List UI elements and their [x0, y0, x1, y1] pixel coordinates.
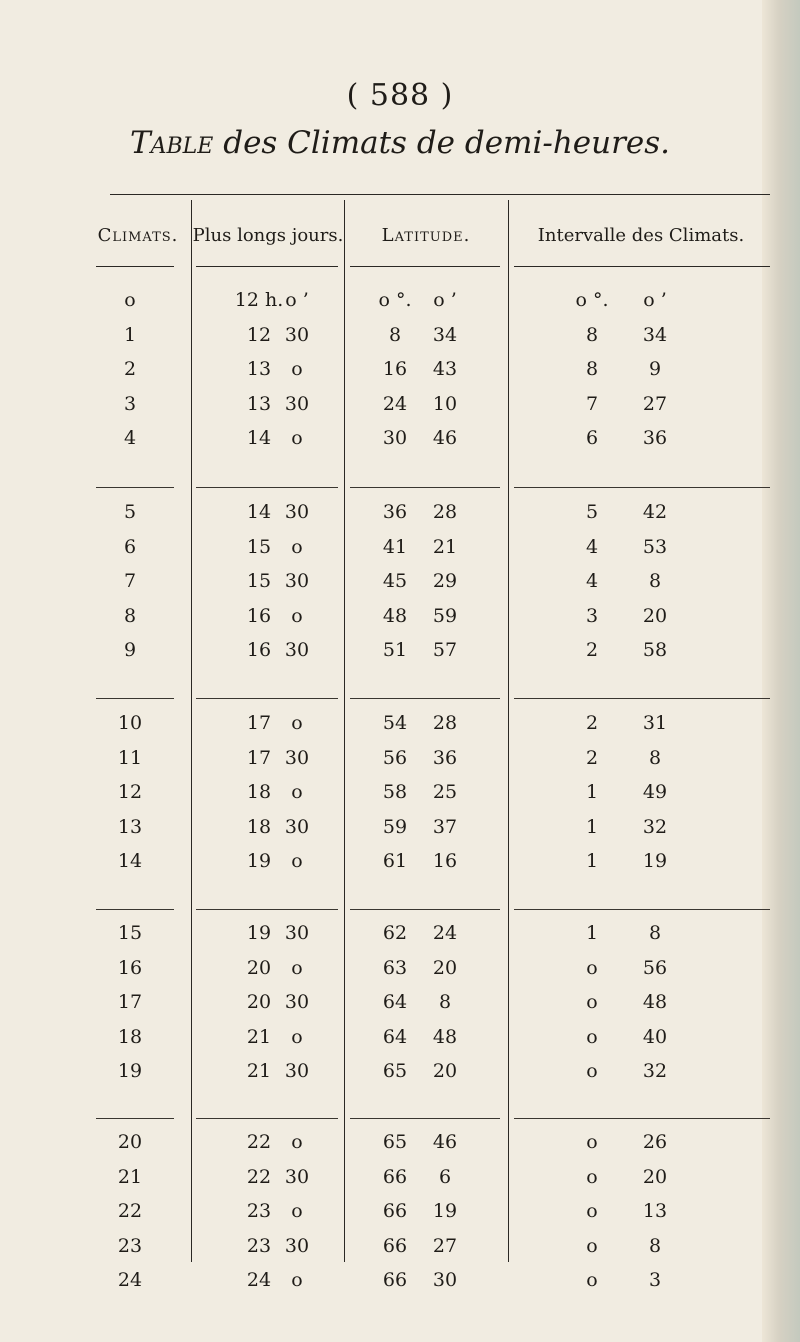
latitude-minutes: 36 [432, 746, 458, 769]
jours-heures: 14 [246, 501, 272, 523]
jours-heures: 13 [246, 392, 272, 415]
intervalle-degres: o [586, 956, 598, 979]
intervalle-degres: 8 [585, 323, 599, 346]
group-rule [350, 487, 500, 488]
latitude-degres: 36 [382, 501, 408, 523]
latitude-minutes: 43 [432, 358, 458, 380]
intervalle-minutes: 48 [642, 991, 668, 1013]
jours-heures: 15 [246, 570, 272, 592]
jours-minutes: 30 [284, 639, 310, 661]
latitude-degres: 56 [382, 746, 408, 769]
climat-number: 19 [117, 1060, 143, 1082]
jours-heures: 16 [246, 639, 272, 661]
header-rule-2 [196, 266, 338, 267]
intervalle-degres: 1 [585, 815, 599, 838]
latitude-degres: 24 [382, 392, 408, 415]
jours-minutes: o [291, 956, 303, 979]
intervalle-degres: o [586, 1269, 598, 1291]
latitude-minutes: 27 [432, 1234, 458, 1257]
jours-heures: 19 [246, 850, 272, 872]
intervalle-minutes: 58 [642, 639, 668, 661]
column-divider-1 [191, 200, 192, 1262]
climat-number: 2 [123, 358, 137, 380]
latitude-degres: 66 [382, 1200, 408, 1222]
latitude-minutes: 46 [432, 427, 458, 449]
jours-heures: 21 [246, 1060, 272, 1082]
latitude-minutes: 28 [432, 712, 458, 734]
jours-heures: 17 [246, 712, 272, 734]
jours-minutes: o [291, 604, 303, 627]
latitude-degres: 66 [382, 1165, 408, 1188]
intervalle-degres: o [586, 1025, 598, 1048]
group-rule [96, 487, 174, 488]
jours-minutes: 30 [284, 501, 310, 523]
latitude-degres: 58 [382, 781, 408, 803]
jours-heures: 18 [246, 815, 272, 838]
latitude-minutes: 30 [432, 1269, 458, 1291]
jours-heures: 12 h. [234, 289, 284, 311]
latitude-minutes: 25 [432, 781, 458, 803]
climat-number: o [124, 289, 136, 311]
header-latitude: Latitude. [381, 225, 471, 246]
latitude-minutes: 8 [438, 991, 452, 1013]
jours-heures: 22 [246, 1131, 272, 1153]
intervalle-degres: 1 [585, 781, 599, 803]
jours-heures: 12 [246, 323, 272, 346]
intervalle-degres: o [586, 1200, 598, 1222]
intervalle-minutes: 34 [642, 323, 668, 346]
intervalle-degres: 2 [585, 746, 599, 769]
climat-number: 9 [123, 639, 137, 661]
intervalle-degres: 3 [585, 604, 599, 627]
latitude-minutes: 34 [432, 323, 458, 346]
latitude-degres: 66 [382, 1269, 408, 1291]
latitude-minutes: 21 [432, 535, 458, 558]
climat-number: 18 [117, 1025, 143, 1048]
jours-minutes: 30 [284, 323, 310, 346]
intervalle-degres: o [586, 1131, 598, 1153]
intervalle-minutes: 56 [642, 956, 668, 979]
header-jours: Plus longs jours. [192, 225, 344, 246]
jours-minutes: 30 [284, 815, 310, 838]
climat-number: 13 [117, 815, 143, 838]
group-rule [514, 909, 770, 910]
climat-number: 15 [117, 922, 143, 944]
header-rule-3 [350, 266, 500, 267]
intervalle-degres: 1 [585, 922, 599, 944]
latitude-degres: 16 [382, 358, 408, 380]
title-rest: des Climats de demi-heures. [223, 125, 671, 161]
intervalle-minutes: 8 [648, 746, 662, 769]
intervalle-minutes: 9 [648, 358, 662, 380]
intervalle-minutes: 32 [642, 815, 668, 838]
latitude-minutes: 29 [432, 570, 458, 592]
intervalle-degres: o °. [575, 289, 609, 311]
jours-minutes: o [291, 850, 303, 872]
latitude-minutes: 28 [432, 501, 458, 523]
latitude-minutes: 57 [432, 639, 458, 661]
latitude-degres: 41 [382, 535, 408, 558]
latitude-minutes: 37 [432, 815, 458, 838]
jours-heures: 23 [246, 1200, 272, 1222]
latitude-minutes: 16 [432, 850, 458, 872]
climat-number: 16 [117, 956, 143, 979]
jours-minutes: 30 [284, 1060, 310, 1082]
jours-minutes: o ’ [285, 289, 309, 311]
jours-heures: 15 [246, 535, 272, 558]
jours-minutes: o [291, 1269, 303, 1291]
header-intervalle: Intervalle des Climats. [537, 225, 745, 246]
latitude-degres: 48 [382, 604, 408, 627]
intervalle-minutes: 27 [642, 392, 668, 415]
table-header [0, 225, 800, 259]
intervalle-minutes: 8 [648, 1234, 662, 1257]
intervalle-minutes: 13 [642, 1200, 668, 1222]
latitude-minutes: 48 [432, 1025, 458, 1048]
latitude-degres: 61 [382, 850, 408, 872]
intervalle-degres: 4 [585, 535, 599, 558]
intervalle-minutes: 31 [642, 712, 668, 734]
climat-number: 3 [123, 392, 137, 415]
climat-number: 21 [117, 1165, 143, 1188]
jours-minutes: o [291, 712, 303, 734]
group-rule [514, 698, 770, 699]
jours-heures: 16 [246, 604, 272, 627]
intervalle-minutes: 49 [642, 781, 668, 803]
column-divider-2 [344, 200, 345, 1262]
jours-heures: 21 [246, 1025, 272, 1048]
latitude-degres: 63 [382, 956, 408, 979]
intervalle-degres: o [586, 1060, 598, 1082]
page-title [0, 125, 800, 161]
jours-minutes: o [291, 1200, 303, 1222]
climat-number: 17 [117, 991, 143, 1013]
jours-heures: 13 [246, 358, 272, 380]
intervalle-degres: o [586, 1234, 598, 1257]
jours-minutes: 30 [284, 746, 310, 769]
group-rule [350, 1118, 500, 1119]
latitude-degres: 62 [382, 922, 408, 944]
climat-number: 6 [123, 535, 137, 558]
intervalle-degres: 1 [585, 850, 599, 872]
jours-heures: 23 [246, 1234, 272, 1257]
group-rule [196, 487, 338, 488]
latitude-degres: 65 [382, 1060, 408, 1082]
latitude-degres: 51 [382, 639, 408, 661]
climat-number: 8 [123, 604, 137, 627]
intervalle-degres: 5 [585, 501, 599, 523]
title-prefix: Table [129, 125, 214, 161]
jours-minutes: o [291, 427, 303, 449]
group-rule [350, 698, 500, 699]
latitude-degres: o °. [378, 289, 412, 311]
latitude-degres: 64 [382, 1025, 408, 1048]
jours-minutes: 30 [284, 991, 310, 1013]
intervalle-degres: o [586, 1165, 598, 1188]
climat-number: 24 [117, 1269, 143, 1291]
group-rule [96, 1118, 174, 1119]
intervalle-degres: o [586, 991, 598, 1013]
jours-heures: 17 [246, 746, 272, 769]
latitude-degres: 30 [382, 427, 408, 449]
group-rule [96, 909, 174, 910]
group-rule [350, 909, 500, 910]
latitude-degres: 65 [382, 1131, 408, 1153]
jours-minutes: o [291, 1131, 303, 1153]
latitude-minutes: 59 [432, 604, 458, 627]
latitude-degres: 8 [388, 323, 402, 346]
latitude-minutes: o ’ [433, 289, 457, 311]
group-rule [196, 1118, 338, 1119]
climat-number: 10 [117, 712, 143, 734]
intervalle-degres: 7 [585, 392, 599, 415]
page-number: ( 588 ) [346, 78, 454, 113]
latitude-minutes: 24 [432, 922, 458, 944]
jours-heures: 24 [246, 1269, 272, 1291]
header-climats: Climats. [97, 225, 179, 246]
jours-heures: 18 [246, 781, 272, 803]
climat-number: 22 [117, 1200, 143, 1222]
intervalle-minutes: 32 [642, 1060, 668, 1082]
jours-minutes: o [291, 1025, 303, 1048]
group-rule [196, 909, 338, 910]
jours-minutes: 30 [284, 392, 310, 415]
jours-heures: 20 [246, 956, 272, 979]
intervalle-minutes: 8 [648, 570, 662, 592]
group-rule [196, 698, 338, 699]
group-rule [514, 487, 770, 488]
intervalle-minutes: 3 [648, 1269, 662, 1291]
jours-minutes: 30 [284, 570, 310, 592]
intervalle-degres: 4 [585, 570, 599, 592]
intervalle-degres: 2 [585, 639, 599, 661]
intervalle-minutes: 40 [642, 1025, 668, 1048]
latitude-degres: 59 [382, 815, 408, 838]
latitude-minutes: 10 [432, 392, 458, 415]
climat-number: 14 [117, 850, 143, 872]
latitude-minutes: 46 [432, 1131, 458, 1153]
latitude-minutes: 6 [438, 1165, 452, 1188]
climat-number: 23 [117, 1234, 143, 1257]
group-rule [96, 698, 174, 699]
jours-heures: 19 [246, 922, 272, 944]
latitude-minutes: 20 [432, 1060, 458, 1082]
climat-number: 7 [123, 570, 137, 592]
climat-number: 12 [117, 781, 143, 803]
latitude-minutes: 19 [432, 1200, 458, 1222]
page-edge [762, 0, 800, 1342]
intervalle-degres: 8 [585, 358, 599, 380]
latitude-degres: 54 [382, 712, 408, 734]
climat-number: 4 [123, 427, 137, 449]
header-rule-1 [96, 266, 174, 267]
jours-minutes: 30 [284, 1234, 310, 1257]
jours-heures: 14 [246, 427, 272, 449]
intervalle-minutes: 8 [648, 922, 662, 944]
intervalle-minutes: 36 [642, 427, 668, 449]
top-rule [110, 194, 770, 195]
latitude-minutes: 20 [432, 956, 458, 979]
intervalle-minutes: 20 [642, 1165, 668, 1188]
jours-minutes: 30 [284, 1165, 310, 1188]
column-divider-3 [508, 200, 509, 1262]
intervalle-minutes: 20 [642, 604, 668, 627]
jours-minutes: o [291, 358, 303, 380]
intervalle-degres: 2 [585, 712, 599, 734]
jours-heures: 22 [246, 1165, 272, 1188]
latitude-degres: 45 [382, 570, 408, 592]
intervalle-degres: 6 [585, 427, 599, 449]
climat-number: 20 [117, 1131, 143, 1153]
climat-number: 11 [117, 746, 143, 769]
jours-heures: 20 [246, 991, 272, 1013]
jours-minutes: o [291, 781, 303, 803]
intervalle-minutes: o ’ [643, 289, 667, 311]
header-rule-4 [514, 266, 770, 267]
intervalle-minutes: 26 [642, 1131, 668, 1153]
jours-minutes: 30 [284, 922, 310, 944]
group-rule [514, 1118, 770, 1119]
climat-number: 5 [123, 501, 137, 523]
latitude-degres: 66 [382, 1234, 408, 1257]
intervalle-minutes: 42 [642, 501, 668, 523]
intervalle-minutes: 19 [642, 850, 668, 872]
latitude-degres: 64 [382, 991, 408, 1013]
climat-number: 1 [123, 323, 137, 346]
intervalle-minutes: 53 [642, 535, 668, 558]
jours-minutes: o [291, 535, 303, 558]
